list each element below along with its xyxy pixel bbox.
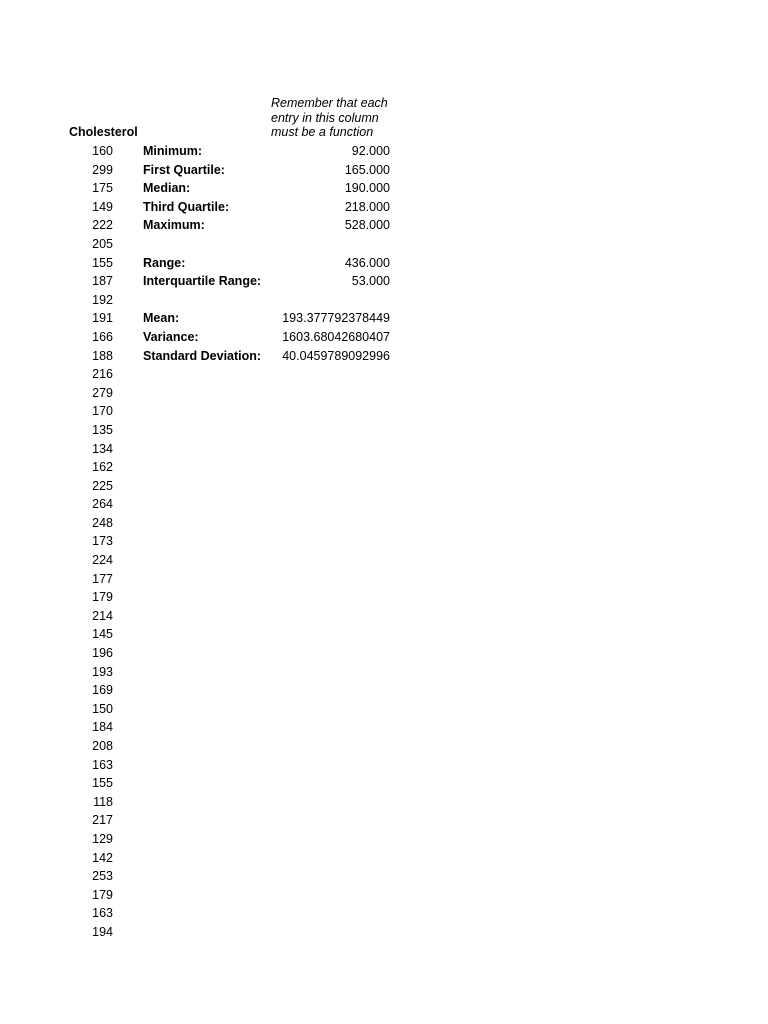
cholesterol-cell[interactable]: 175: [92, 181, 113, 196]
cholesterol-cell[interactable]: 279: [92, 385, 113, 400]
cholesterol-cell[interactable]: 222: [92, 218, 113, 233]
stat-value[interactable]: 92.000: [351, 144, 390, 158]
cholesterol-cell[interactable]: 224: [92, 553, 113, 568]
cholesterol-cell[interactable]: 142: [92, 850, 113, 865]
cholesterol-cell[interactable]: 129: [92, 831, 113, 846]
cholesterol-cell[interactable]: 194: [92, 924, 113, 939]
stat-label: Third Quartile:: [143, 199, 230, 214]
stat-value[interactable]: 436.000: [344, 255, 390, 270]
cholesterol-cell[interactable]: 118: [93, 794, 113, 809]
cholesterol-cell[interactable]: 216: [92, 367, 113, 382]
cholesterol-cell[interactable]: 170: [92, 404, 113, 419]
stat-value[interactable]: 53.000: [351, 274, 390, 289]
stat-value[interactable]: 528.000: [344, 218, 390, 233]
cholesterol-cell[interactable]: 217: [92, 813, 113, 828]
cholesterol-cell[interactable]: 192: [92, 292, 113, 307]
stat-row: [143, 309, 390, 328]
stat-label: Maximum:: [143, 218, 205, 233]
cholesterol-column-header: Cholesterol: [69, 125, 138, 139]
stat-value[interactable]: 218.000: [344, 199, 390, 214]
cholesterol-cell[interactable]: 191: [92, 311, 113, 326]
stat-value[interactable]: 193.377792378449: [282, 311, 390, 326]
cholesterol-cell[interactable]: 179: [92, 590, 113, 605]
cholesterol-cell[interactable]: 155: [92, 776, 113, 791]
cholesterol-cell[interactable]: 166: [92, 329, 113, 344]
cholesterol-cell[interactable]: 253: [92, 869, 113, 884]
stat-label: Interquartile Range:: [143, 274, 262, 289]
cholesterol-cell[interactable]: 173: [92, 534, 113, 549]
cholesterol-cell[interactable]: 188: [92, 348, 113, 363]
stat-value[interactable]: 40.0459789092996: [282, 348, 390, 363]
stat-row: [143, 272, 390, 291]
note-line: must be a function: [271, 125, 374, 139]
cholesterol-cell[interactable]: 205: [92, 236, 113, 251]
cholesterol-cell[interactable]: 163: [92, 757, 113, 772]
cholesterol-cell[interactable]: 134: [92, 441, 113, 456]
stat-row: [143, 235, 390, 254]
stat-label: Minimum:: [143, 144, 203, 158]
cholesterol-cell[interactable]: 225: [92, 478, 113, 493]
stat-value[interactable]: 165.000: [344, 162, 390, 177]
cholesterol-cell[interactable]: 196: [92, 646, 113, 661]
cholesterol-cell[interactable]: 169: [92, 683, 113, 698]
note-line: Remember that each: [271, 96, 388, 110]
cholesterol-cell[interactable]: 162: [92, 460, 113, 475]
note-line: entry in this column: [271, 110, 379, 125]
stat-row: [143, 291, 390, 310]
cholesterol-data-column: [60, 142, 113, 942]
cholesterol-cell[interactable]: 264: [92, 497, 113, 512]
instruction-note: [271, 96, 401, 140]
cholesterol-cell[interactable]: 145: [92, 627, 113, 642]
cholesterol-cell[interactable]: 150: [92, 701, 113, 716]
stat-row: [143, 328, 390, 347]
cholesterol-cell[interactable]: 160: [92, 144, 113, 158]
cholesterol-cell[interactable]: 184: [92, 720, 113, 735]
stat-row: [143, 254, 390, 273]
stat-row: [143, 179, 390, 198]
summary-statistics: [143, 142, 390, 365]
stat-label: Mean:: [143, 311, 180, 326]
cholesterol-cell[interactable]: 179: [92, 887, 113, 902]
stat-label: Median:: [143, 181, 191, 196]
cholesterol-cell[interactable]: 149: [92, 199, 113, 214]
stat-value[interactable]: 1603.68042680407: [282, 329, 390, 344]
cholesterol-cell[interactable]: 208: [92, 739, 113, 753]
stat-row: [143, 161, 390, 180]
cholesterol-cell[interactable]: 248: [92, 515, 113, 530]
cholesterol-cell[interactable]: 135: [92, 422, 113, 437]
cholesterol-cell[interactable]: 163: [92, 906, 113, 921]
cholesterol-cell[interactable]: 187: [92, 274, 113, 289]
stat-row: [143, 198, 390, 217]
stat-row: [143, 216, 390, 235]
cholesterol-cell[interactable]: 155: [92, 255, 113, 270]
stat-label: First Quartile:: [143, 162, 225, 177]
cholesterol-cell[interactable]: 177: [92, 571, 113, 586]
stat-value[interactable]: 190.000: [344, 181, 390, 196]
cholesterol-cell[interactable]: 193: [92, 664, 113, 679]
stat-row: [143, 142, 390, 161]
cholesterol-cell[interactable]: 299: [92, 162, 113, 177]
stat-label: Range:: [143, 255, 186, 270]
stat-label: Variance:: [143, 329, 199, 344]
stat-label: Standard Deviation:: [143, 348, 262, 363]
cholesterol-cell[interactable]: 214: [92, 608, 113, 623]
stat-row: [143, 347, 390, 366]
